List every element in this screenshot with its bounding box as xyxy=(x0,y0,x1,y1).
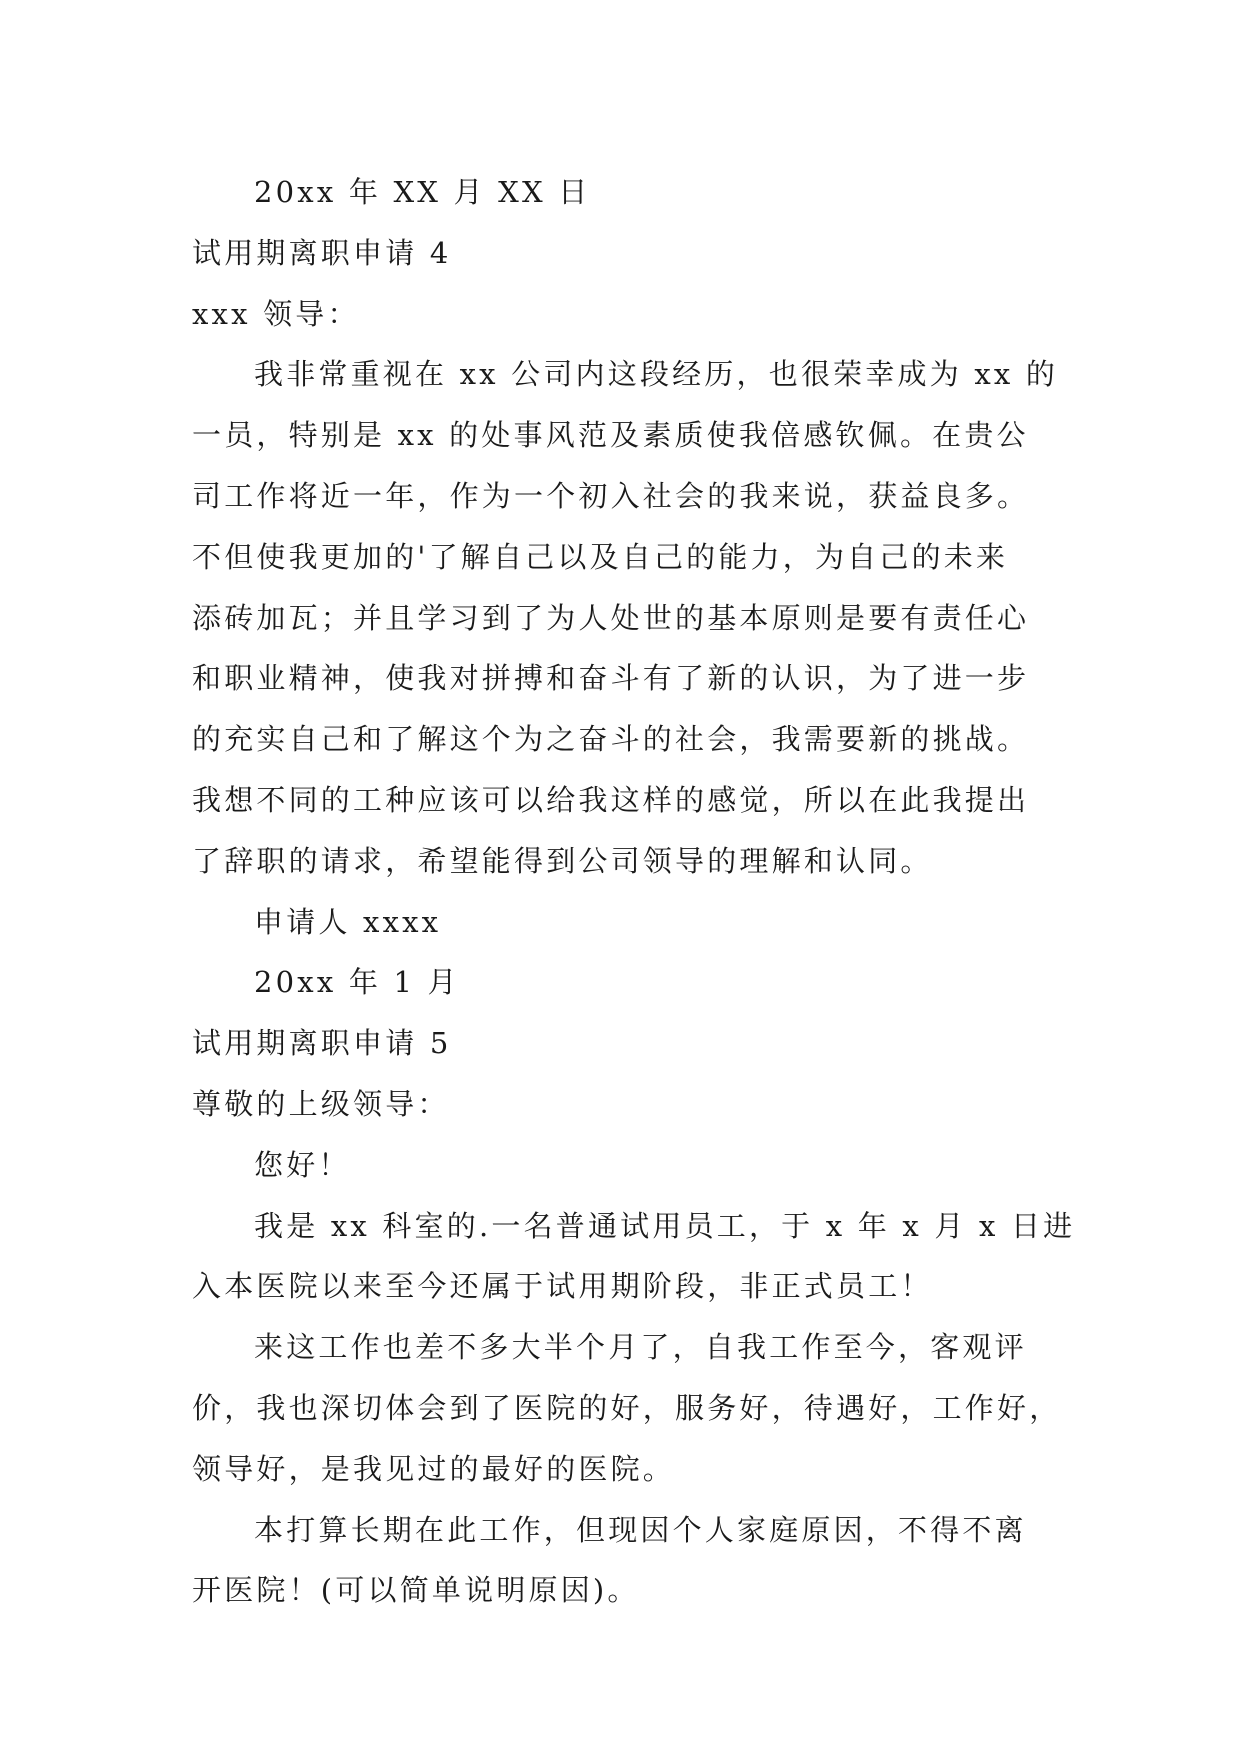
paragraph-intro xyxy=(192,1196,1076,1318)
body-line: 开医院！(可以简单说明原因)。 xyxy=(192,1573,640,1608)
body-line: 来这工作也差不多大半个月了，自我工作至今，客观评 xyxy=(254,1330,1027,1365)
body-line: 领导好，是我见过的最好的医院。 xyxy=(192,1451,676,1486)
salutation-4: xxx 领导： xyxy=(192,296,360,331)
body-line: 添砖加瓦；并且学习到了为人处世的基本原则是要有责任心 xyxy=(192,600,1030,635)
date-line: 20xx 年 1 月 xyxy=(254,965,460,1000)
body-line: 司工作将近一年，作为一个初入社会的我来说，获益良多。 xyxy=(192,478,1030,513)
body-line: 我想不同的工种应该可以给我这样的感觉，所以在此我提出 xyxy=(192,782,1030,817)
body-line: 不但使我更加的'了解自己以及自己的能力，为自己的未来 xyxy=(192,539,1009,574)
letter-heading-5: 试用期离职申请 5 xyxy=(192,1026,452,1061)
body-line: 和职业精神，使我对拼搏和奋斗有了新的认识，为了进一步 xyxy=(192,661,1030,696)
signer-line: 申请人 xxxx xyxy=(254,904,442,939)
body-line: 的充实自己和了解这个为之奋斗的社会，我需要新的挑战。 xyxy=(192,722,1030,757)
paragraph-experience xyxy=(192,1317,1072,1499)
letter-heading-4: 试用期离职申请 4 xyxy=(192,235,452,270)
paragraph-reason xyxy=(192,1500,1072,1622)
body-line: 本打算长期在此工作，但现因个人家庭原因，不得不离 xyxy=(254,1512,1027,1547)
body-line: 了辞职的请求，希望能得到公司领导的理解和认同。 xyxy=(192,843,933,878)
body-line: 入本医院以来至今还属于试用期阶段，非正式员工！ xyxy=(192,1269,933,1304)
body-line: 价，我也深切体会到了医院的好，服务好，待遇好，工作好， xyxy=(192,1390,1062,1425)
document-page xyxy=(192,162,1076,1621)
greeting-line: 您好！ xyxy=(254,1147,351,1182)
date-line: 20xx 年 XX 月 XX 日 xyxy=(254,175,591,209)
body-line: 我非常重视在 xx 公司内这段经历，也很荣幸成为 xx 的 xyxy=(254,357,1059,392)
salutation-5: 尊敬的上级领导： xyxy=(192,1086,450,1121)
letter-body-4 xyxy=(192,344,1072,891)
body-line: 我是 xx 科室的.一名普通试用员工，于 x 年 x 月 x 日进 xyxy=(254,1208,1076,1243)
body-line: 一员，特别是 xx 的处事风范及素质使我倍感钦佩。在贵公 xyxy=(192,418,1029,453)
